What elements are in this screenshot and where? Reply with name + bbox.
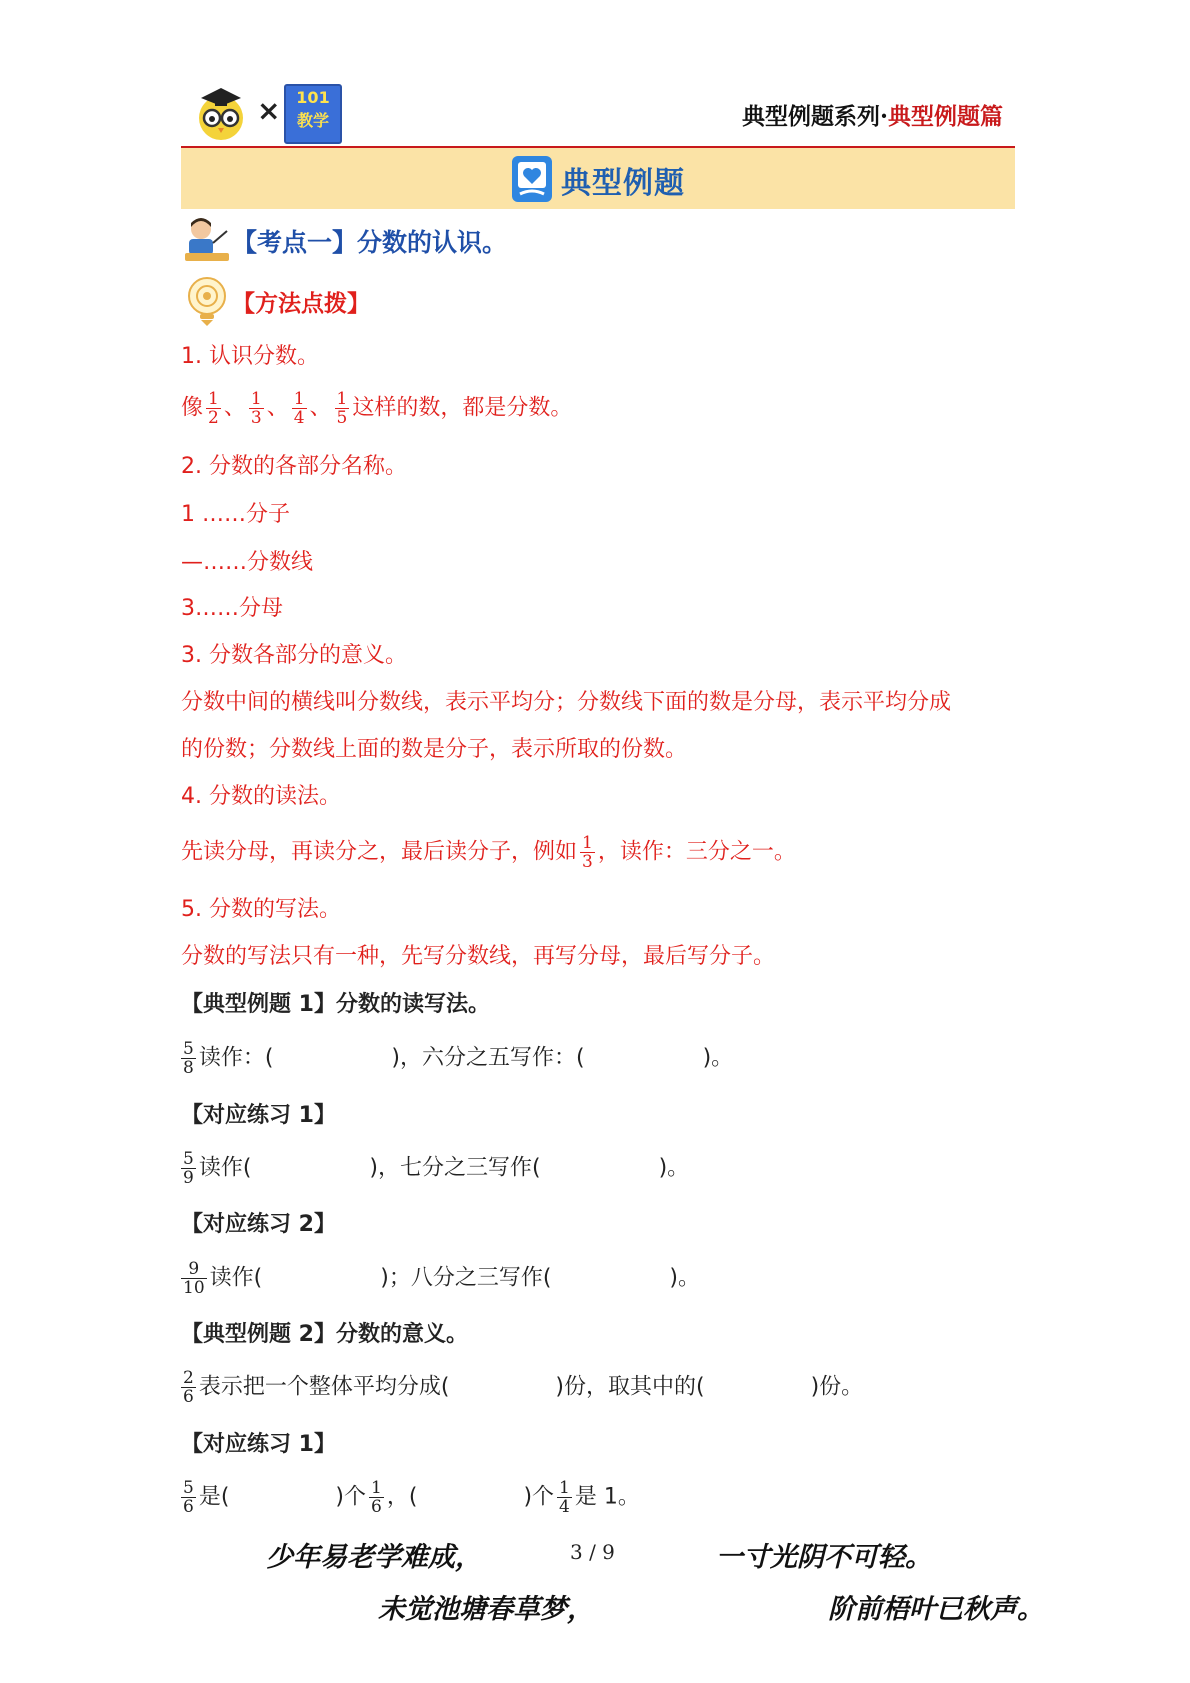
header [181,80,1015,146]
numerator: 1 [208,389,219,409]
fraction-1-2 [206,390,221,427]
numerator: 5 [183,1039,194,1059]
practice-1-question [181,1150,689,1187]
practice-2-title: 【对应练习 2】 [181,1212,336,1237]
example-suffix: 这样的数，都是分数。 [352,395,573,421]
example-1-title: 【典型例题 1】分数的读写法。 [181,992,490,1017]
point-1-example [181,390,572,427]
practice-1-title: 【对应练习 1】 [181,1103,336,1128]
question-text-c: )。 [669,1265,700,1291]
denominator: 10 [183,1278,205,1298]
numerator-label: 1 ……分子 [181,502,290,527]
point-5-heading: 5. 分数的写法。 [181,897,341,922]
numerator: 1 [250,389,262,409]
point-3-text-2: 的份数；分数线上面的数是分子，表示所取的份数。 [181,737,688,762]
question-text-a: 表示把一个整体平均分成( [198,1374,450,1400]
owl-logo-icon [195,84,247,142]
kaodian-title: 【考点一】分数的认识。 [232,228,508,257]
question-text-c: )。 [702,1045,734,1071]
numerator: 9 [181,1260,207,1279]
question-text-b: )，六分之五写作：( [391,1045,585,1071]
example-2-title: 【典型例题 2】分数的意义。 [181,1322,468,1347]
lightbulb-icon [186,276,228,328]
page-number: 3 / 9 [570,1540,615,1564]
numerator: 1 [582,833,593,853]
separator: 、 [223,395,246,421]
footer-poem-line-1: 少年易老学难成， [266,1542,482,1573]
footer-poem-line-4: 阶前梧叶已秋声。 [828,1594,1044,1625]
question-text-e: 是 1。 [574,1484,640,1510]
series-title [742,98,1003,131]
example-prefix: 像 [181,395,204,421]
denominator: 3 [582,852,593,872]
question-text-b: )，七分之三写作( [369,1155,541,1181]
question-text-b: )个 [335,1484,367,1510]
fraction-5-6 [181,1479,196,1516]
denominator: 6 [183,1497,194,1517]
fraction-1-5 [335,390,350,427]
heart-clipboard-icon [510,154,554,204]
question-text-d: )个 [523,1484,555,1510]
fraction-1-4 [292,390,307,427]
numerator: 2 [183,1368,194,1388]
reading-prefix: 先读分母，再读分之，最后读分子，例如 [181,839,578,865]
denominator: 6 [183,1387,194,1407]
banner-title: 典型例题 [561,166,685,201]
fraction-1-3 [249,390,264,427]
section-banner [181,148,1015,209]
denominator: 4 [293,408,305,428]
denominator: 3 [250,408,262,428]
point-2-heading: 2. 分数的各部分名称。 [181,454,407,479]
denominator: 6 [371,1497,382,1517]
question-text-b: )；八分之三写作( [380,1265,552,1291]
example-1-question [181,1040,733,1077]
denominator: 2 [208,408,219,428]
denominator: 9 [183,1168,194,1188]
question-text-a: 是( [198,1484,230,1510]
footer-poem-line-3: 未觉池塘春草梦， [378,1594,594,1625]
fraction-5-8 [181,1040,196,1077]
question-text-a: 读作( [209,1265,263,1291]
practice-3-question [181,1479,640,1516]
fraction-line-label: —……分数线 [181,550,314,575]
question-text-a: 读作( [198,1155,252,1181]
fraction-9-10 [181,1260,207,1297]
footer-poem-line-2: 一寸光阴不可轻。 [716,1542,932,1573]
numerator: 1 [293,389,305,409]
question-text-a: 读作：( [198,1045,274,1071]
series-title-right: 典型例题篇 [888,103,1003,130]
denominator: 4 [559,1497,570,1517]
example-2-question [181,1369,863,1406]
numerator: 1 [336,389,348,409]
fraction-1-3-example [580,834,595,871]
point-4-example [181,834,796,871]
numerator: 1 [559,1478,570,1498]
reading-suffix: ，读作：三分之一。 [597,839,796,865]
method-title: 【方法点拨】 [232,291,370,317]
fraction-2-6 [181,1369,196,1406]
question-text-c: )。 [658,1155,690,1181]
numerator: 5 [183,1149,194,1169]
numerator: 5 [183,1478,194,1498]
point-3-heading: 3. 分数各部分的意义。 [181,643,407,668]
denominator: 8 [183,1058,194,1078]
brand-logo-line1: 101 [296,88,330,107]
fraction-1-4 [557,1479,572,1516]
question-text-b: )份，取其中的( [555,1374,705,1400]
point-5-text: 分数的写法只有一种，先写分数线，再写分母，最后写分子。 [181,944,776,969]
point-1-heading: 1. 认识分数。 [181,344,319,369]
practice-2-question [181,1260,700,1297]
separator: 、 [266,395,289,421]
series-title-left: 典型例题系列· [741,103,888,130]
separator: 、 [309,395,332,421]
point-4-heading: 4. 分数的读法。 [181,784,341,809]
student-icon [183,215,231,265]
denominator: 5 [336,408,348,428]
denominator-label: 3……分母 [181,596,283,621]
brand-logo [284,84,342,144]
fraction-1-6 [369,1479,384,1516]
question-text-c: ，( [386,1484,418,1510]
practice-3-title: 【对应练习 1】 [181,1432,336,1457]
point-3-text-1: 分数中间的横线叫分数线，表示平均分；分数线下面的数是分母，表示平均分成 [181,690,952,715]
fraction-5-9 [181,1150,196,1187]
numerator: 1 [371,1478,382,1498]
cross-symbol: × [257,94,281,127]
brand-logo-line2: 教学 [296,111,329,130]
question-text-c: )份。 [810,1374,864,1400]
